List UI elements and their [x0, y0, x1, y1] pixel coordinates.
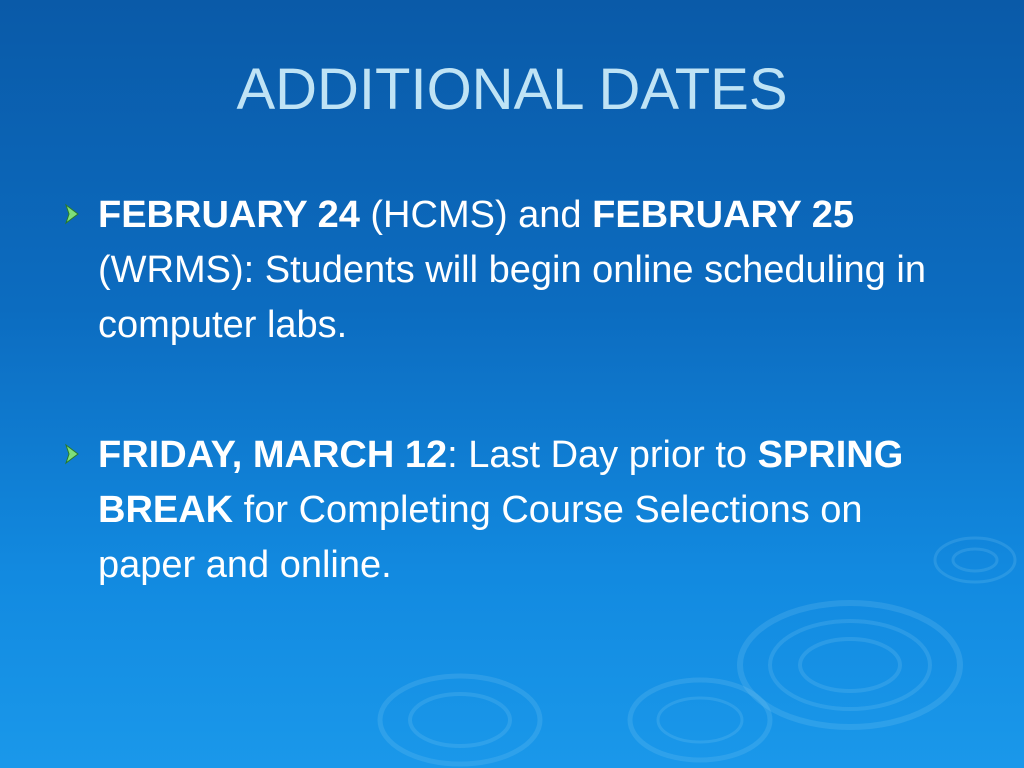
bullet-emphasis: SPRING BREAK: [98, 434, 904, 531]
bullet-item: [62, 428, 962, 593]
bullet-date: FRIDAY, MARCH 12: [98, 434, 448, 476]
bullet-segment: (WRMS): Students will begin online scheduling in computer labs.: [98, 249, 926, 346]
bullet-text: [98, 428, 958, 593]
bullet-segment: for Completing Course Selections on paper and online.: [98, 489, 863, 586]
bullet-date: FEBRUARY 25: [592, 194, 854, 236]
arrow-chevron-icon: [62, 188, 98, 231]
slide-title: ADDITIONAL DATES: [236, 57, 788, 122]
bullet-item: [62, 188, 962, 353]
bullet-segment: (HCMS) and: [359, 194, 593, 236]
bullet-segment: : Last Day prior to: [447, 434, 758, 476]
bullet-text: [98, 188, 958, 353]
arrow-chevron-icon: [62, 428, 98, 471]
bullet-date: FEBRUARY 24: [98, 194, 360, 236]
